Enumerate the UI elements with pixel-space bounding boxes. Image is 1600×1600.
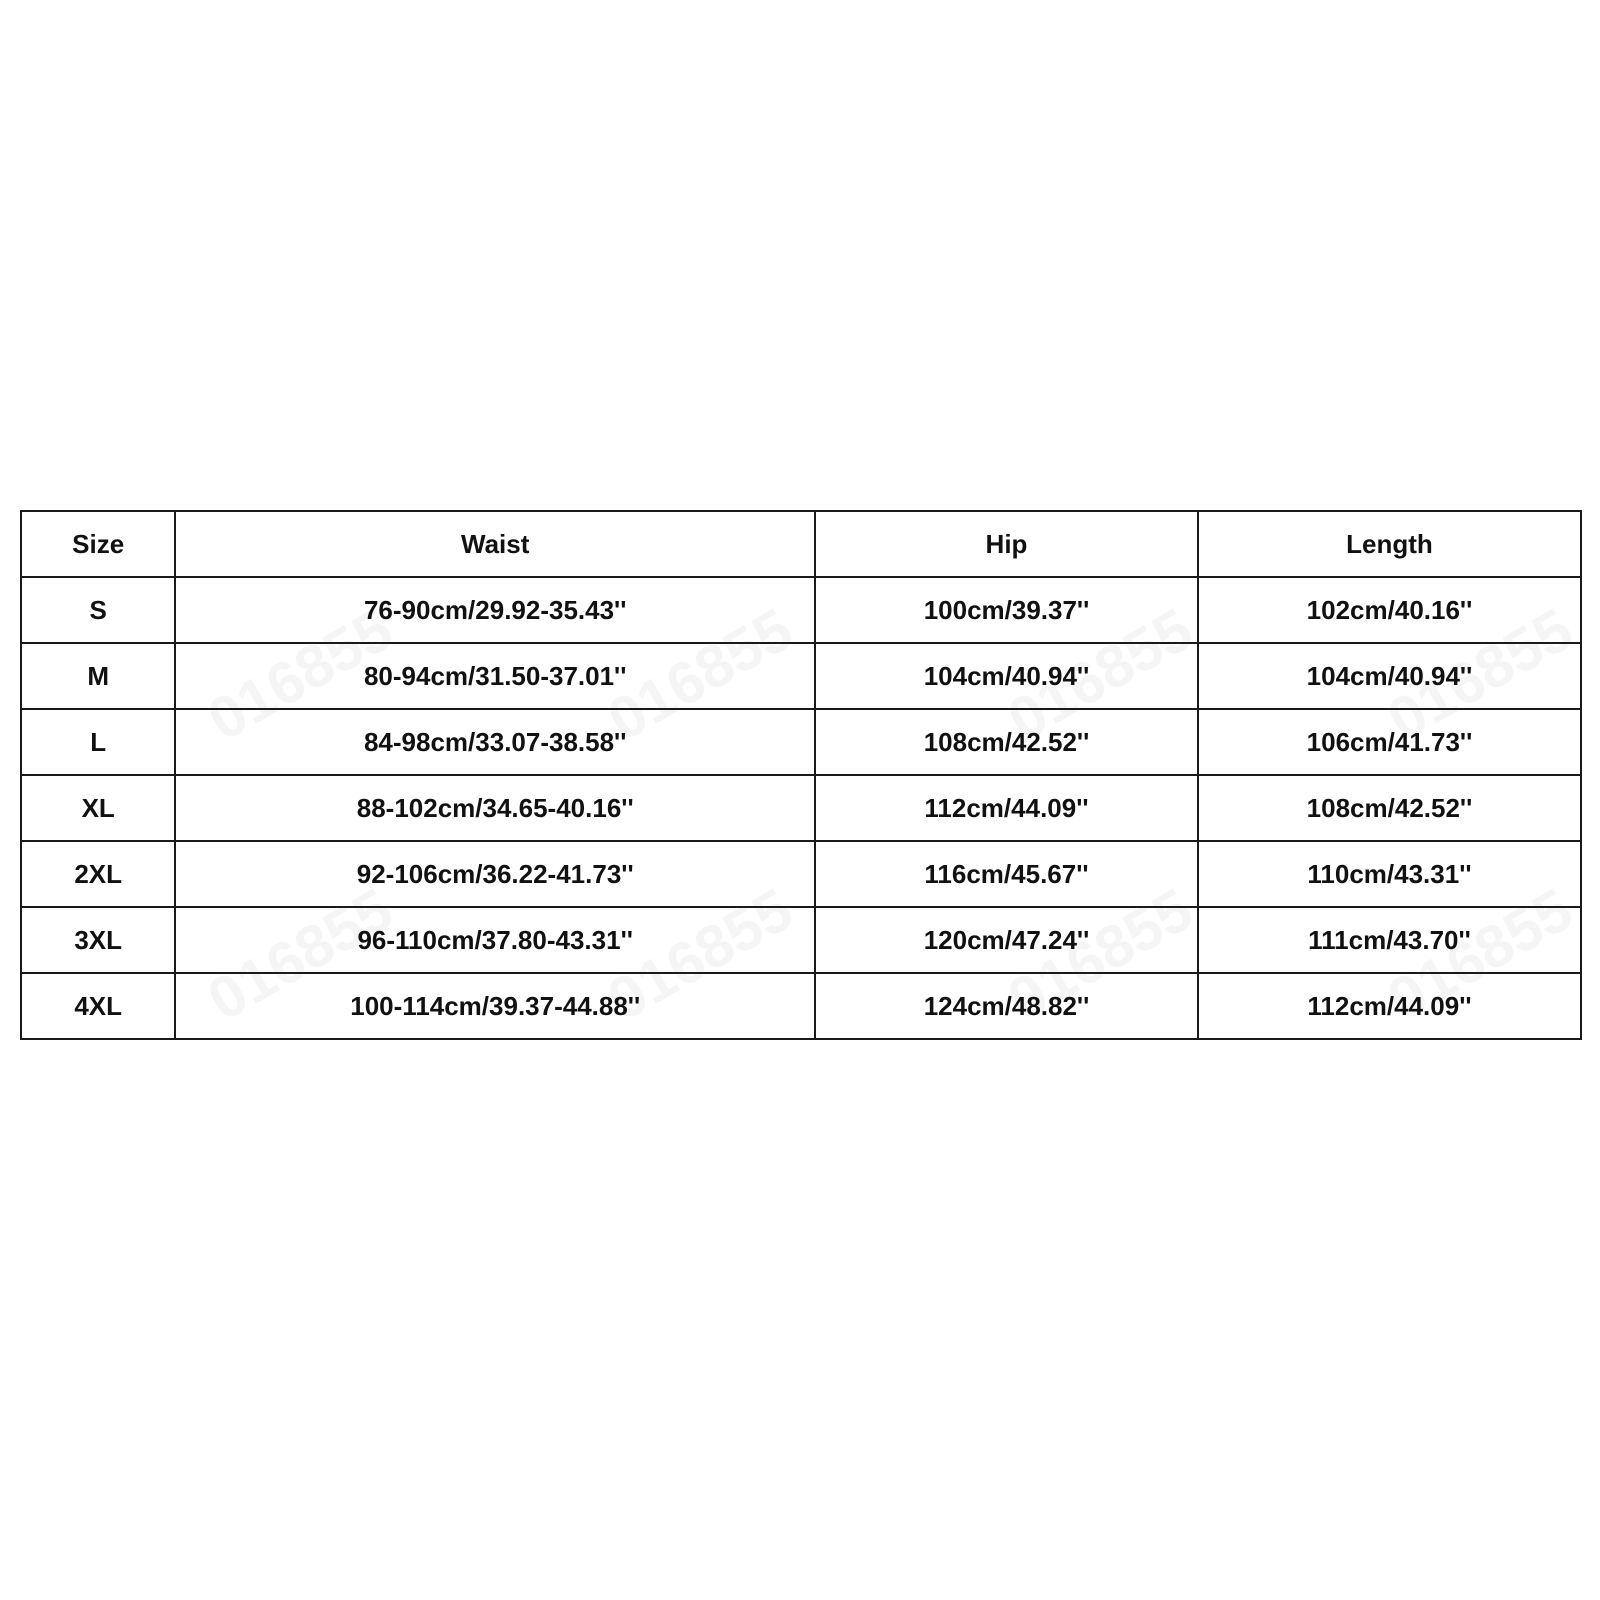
table-row bbox=[21, 907, 1581, 973]
table-row bbox=[21, 841, 1581, 907]
cell-hip: 100cm/39.37'' bbox=[815, 577, 1198, 643]
cell-length: 110cm/43.31'' bbox=[1198, 841, 1581, 907]
cell-length: 108cm/42.52'' bbox=[1198, 775, 1581, 841]
header-hip: Hip bbox=[815, 511, 1198, 577]
cell-length: 112cm/44.09'' bbox=[1198, 973, 1581, 1039]
cell-waist: 84-98cm/33.07-38.58'' bbox=[175, 709, 815, 775]
cell-size: S bbox=[21, 577, 175, 643]
table-header-row bbox=[21, 511, 1581, 577]
header-size: Size bbox=[21, 511, 175, 577]
header-length: Length bbox=[1198, 511, 1581, 577]
cell-hip: 116cm/45.67'' bbox=[815, 841, 1198, 907]
cell-hip: 120cm/47.24'' bbox=[815, 907, 1198, 973]
cell-size: 2XL bbox=[21, 841, 175, 907]
cell-waist: 76-90cm/29.92-35.43'' bbox=[175, 577, 815, 643]
table-row bbox=[21, 709, 1581, 775]
table-row bbox=[21, 775, 1581, 841]
size-chart-table bbox=[20, 510, 1582, 1040]
cell-waist: 80-94cm/31.50-37.01'' bbox=[175, 643, 815, 709]
cell-hip: 104cm/40.94'' bbox=[815, 643, 1198, 709]
table-row bbox=[21, 973, 1581, 1039]
cell-waist: 96-110cm/37.80-43.31'' bbox=[175, 907, 815, 973]
cell-length: 106cm/41.73'' bbox=[1198, 709, 1581, 775]
cell-length: 104cm/40.94'' bbox=[1198, 643, 1581, 709]
cell-hip: 108cm/42.52'' bbox=[815, 709, 1198, 775]
cell-size: XL bbox=[21, 775, 175, 841]
cell-waist: 92-106cm/36.22-41.73'' bbox=[175, 841, 815, 907]
cell-length: 111cm/43.70'' bbox=[1198, 907, 1581, 973]
cell-waist: 88-102cm/34.65-40.16'' bbox=[175, 775, 815, 841]
cell-hip: 124cm/48.82'' bbox=[815, 973, 1198, 1039]
cell-hip: 112cm/44.09'' bbox=[815, 775, 1198, 841]
cell-size: L bbox=[21, 709, 175, 775]
cell-size: 3XL bbox=[21, 907, 175, 973]
cell-size: 4XL bbox=[21, 973, 175, 1039]
cell-size: M bbox=[21, 643, 175, 709]
header-waist: Waist bbox=[175, 511, 815, 577]
table-row bbox=[21, 643, 1581, 709]
cell-waist: 100-114cm/39.37-44.88'' bbox=[175, 973, 815, 1039]
table-row bbox=[21, 577, 1581, 643]
cell-length: 102cm/40.16'' bbox=[1198, 577, 1581, 643]
